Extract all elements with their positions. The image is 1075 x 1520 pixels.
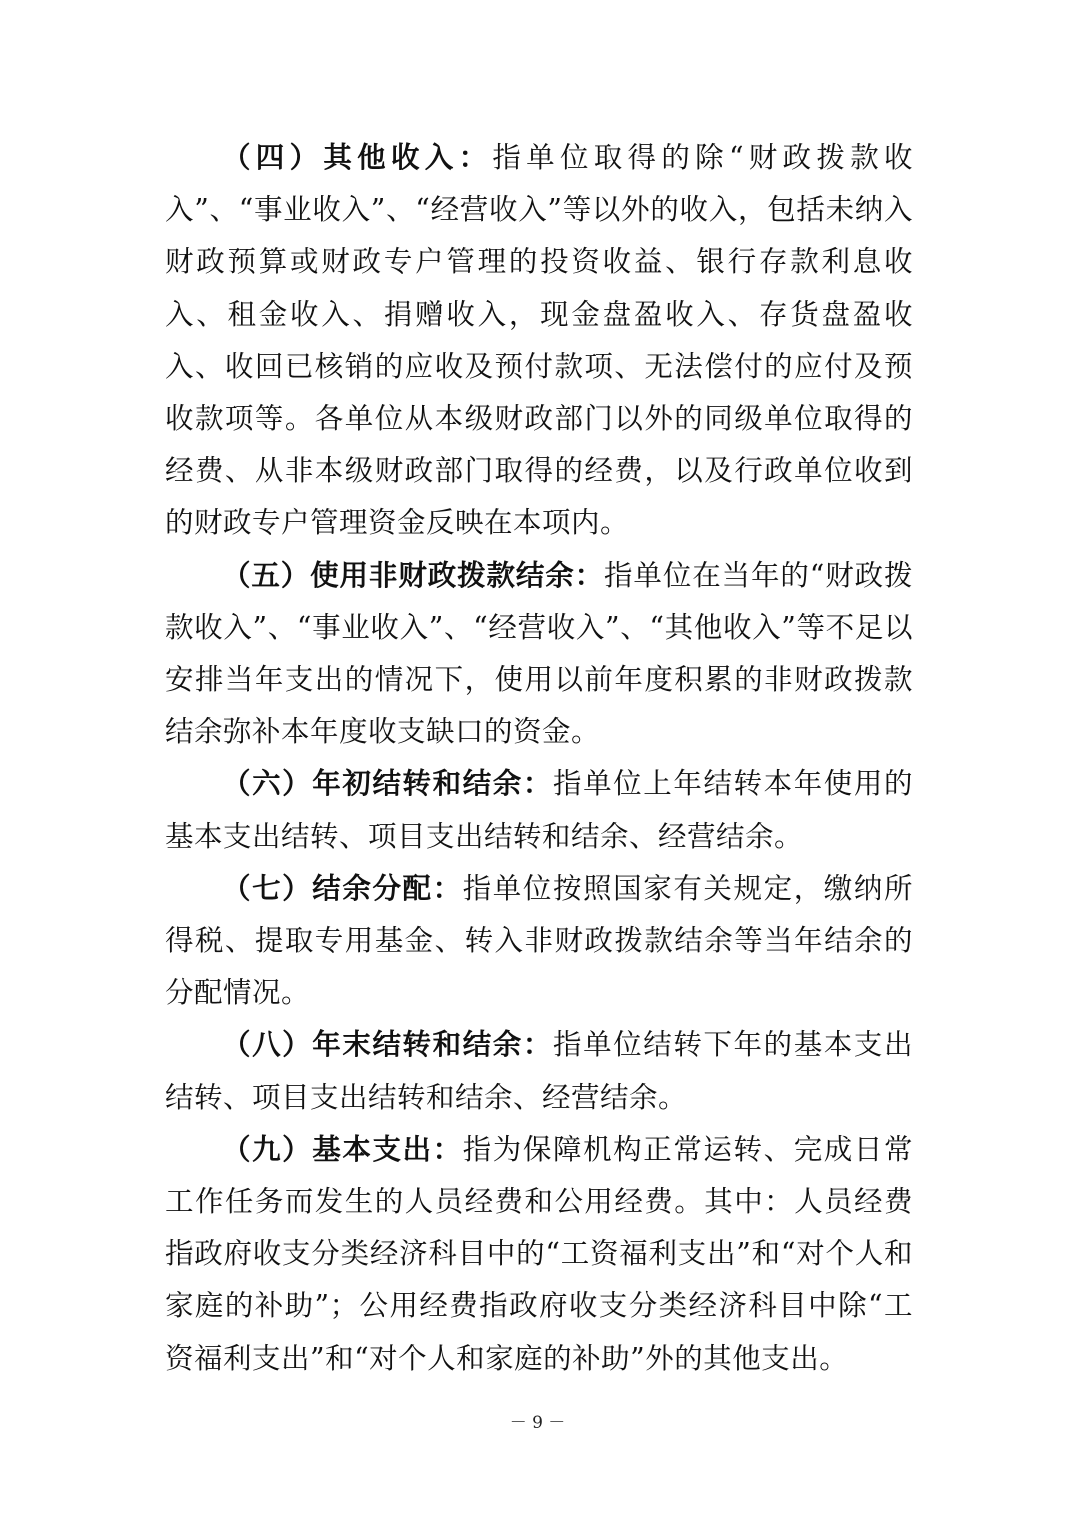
paragraph-text: 指单位上年结转本年使用的基本支出结转、项目支出结转和结余、经营结余。 xyxy=(165,767,913,853)
paragraph-other-income xyxy=(165,132,913,550)
paragraph-heading: （七）结余分配： xyxy=(222,871,463,905)
page-number: － 9 － xyxy=(509,1413,566,1433)
paragraph-opening-balance xyxy=(165,758,913,862)
paragraph-non-fiscal-surplus xyxy=(165,550,913,759)
paragraph-text: 指为保障机构正常运转、完成日常工作任务而发生的人员经费和公用经费。其中：人员经费指政府收支分类经济科目中的“工资福利支出”和“对个人和家庭的补助”；公用经费指政府收支分类经济科目中除“工资福利支出”和“对个人和家庭的补助”外的其他支出。 xyxy=(165,1132,913,1375)
paragraph-heading: （八）年末结转和结余： xyxy=(222,1028,553,1062)
paragraph-heading: （四）其他收入： xyxy=(222,141,493,174)
paragraph-heading: （六）年初结转和结余： xyxy=(222,767,553,801)
document-body xyxy=(165,132,913,1385)
paragraph-basic-expenditure xyxy=(165,1124,913,1385)
paragraph-heading: （五）使用非财政拨款结余： xyxy=(222,558,605,592)
paragraph-closing-balance xyxy=(165,1019,913,1123)
paragraph-text: 指单位按照国家有关规定，缴纳所得税、提取专用基金、转入非财政拨款结余等当年结余的分配情况。 xyxy=(165,871,913,1010)
paragraph-text: 指单位在当年的“财政拨款收入”、“事业收入”、“经营收入”、“其他收入”等不足以安排当年支出的情况下，使用以前年度积累的非财政拨款结余弥补本年度收支缺口的资金。 xyxy=(165,558,913,749)
paragraph-heading: （九）基本支出： xyxy=(222,1132,463,1166)
paragraph-text: 指单位结转下年的基本支出结转、项目支出结转和结余、经营结余。 xyxy=(165,1028,913,1114)
paragraph-text: 指单位取得的除“财政拨款收入”、“事业收入”、“经营收入”等以外的收入，包括未纳入财政预算或财政专户管理的投资收益、银行存款利息收入、租金收入、捐赠收入，现金盘盈收入、存货盘盈收入、收回已核销的应收及预付款项、无法偿付的应付及预收款项等。各单位从本级财政部门以外的同级单位取得的经费、从非本级财政部门取得的经费，以及行政单位收到的财政专户管理资金反映在本项内。 xyxy=(165,141,913,540)
paragraph-surplus-distribution xyxy=(165,863,913,1020)
